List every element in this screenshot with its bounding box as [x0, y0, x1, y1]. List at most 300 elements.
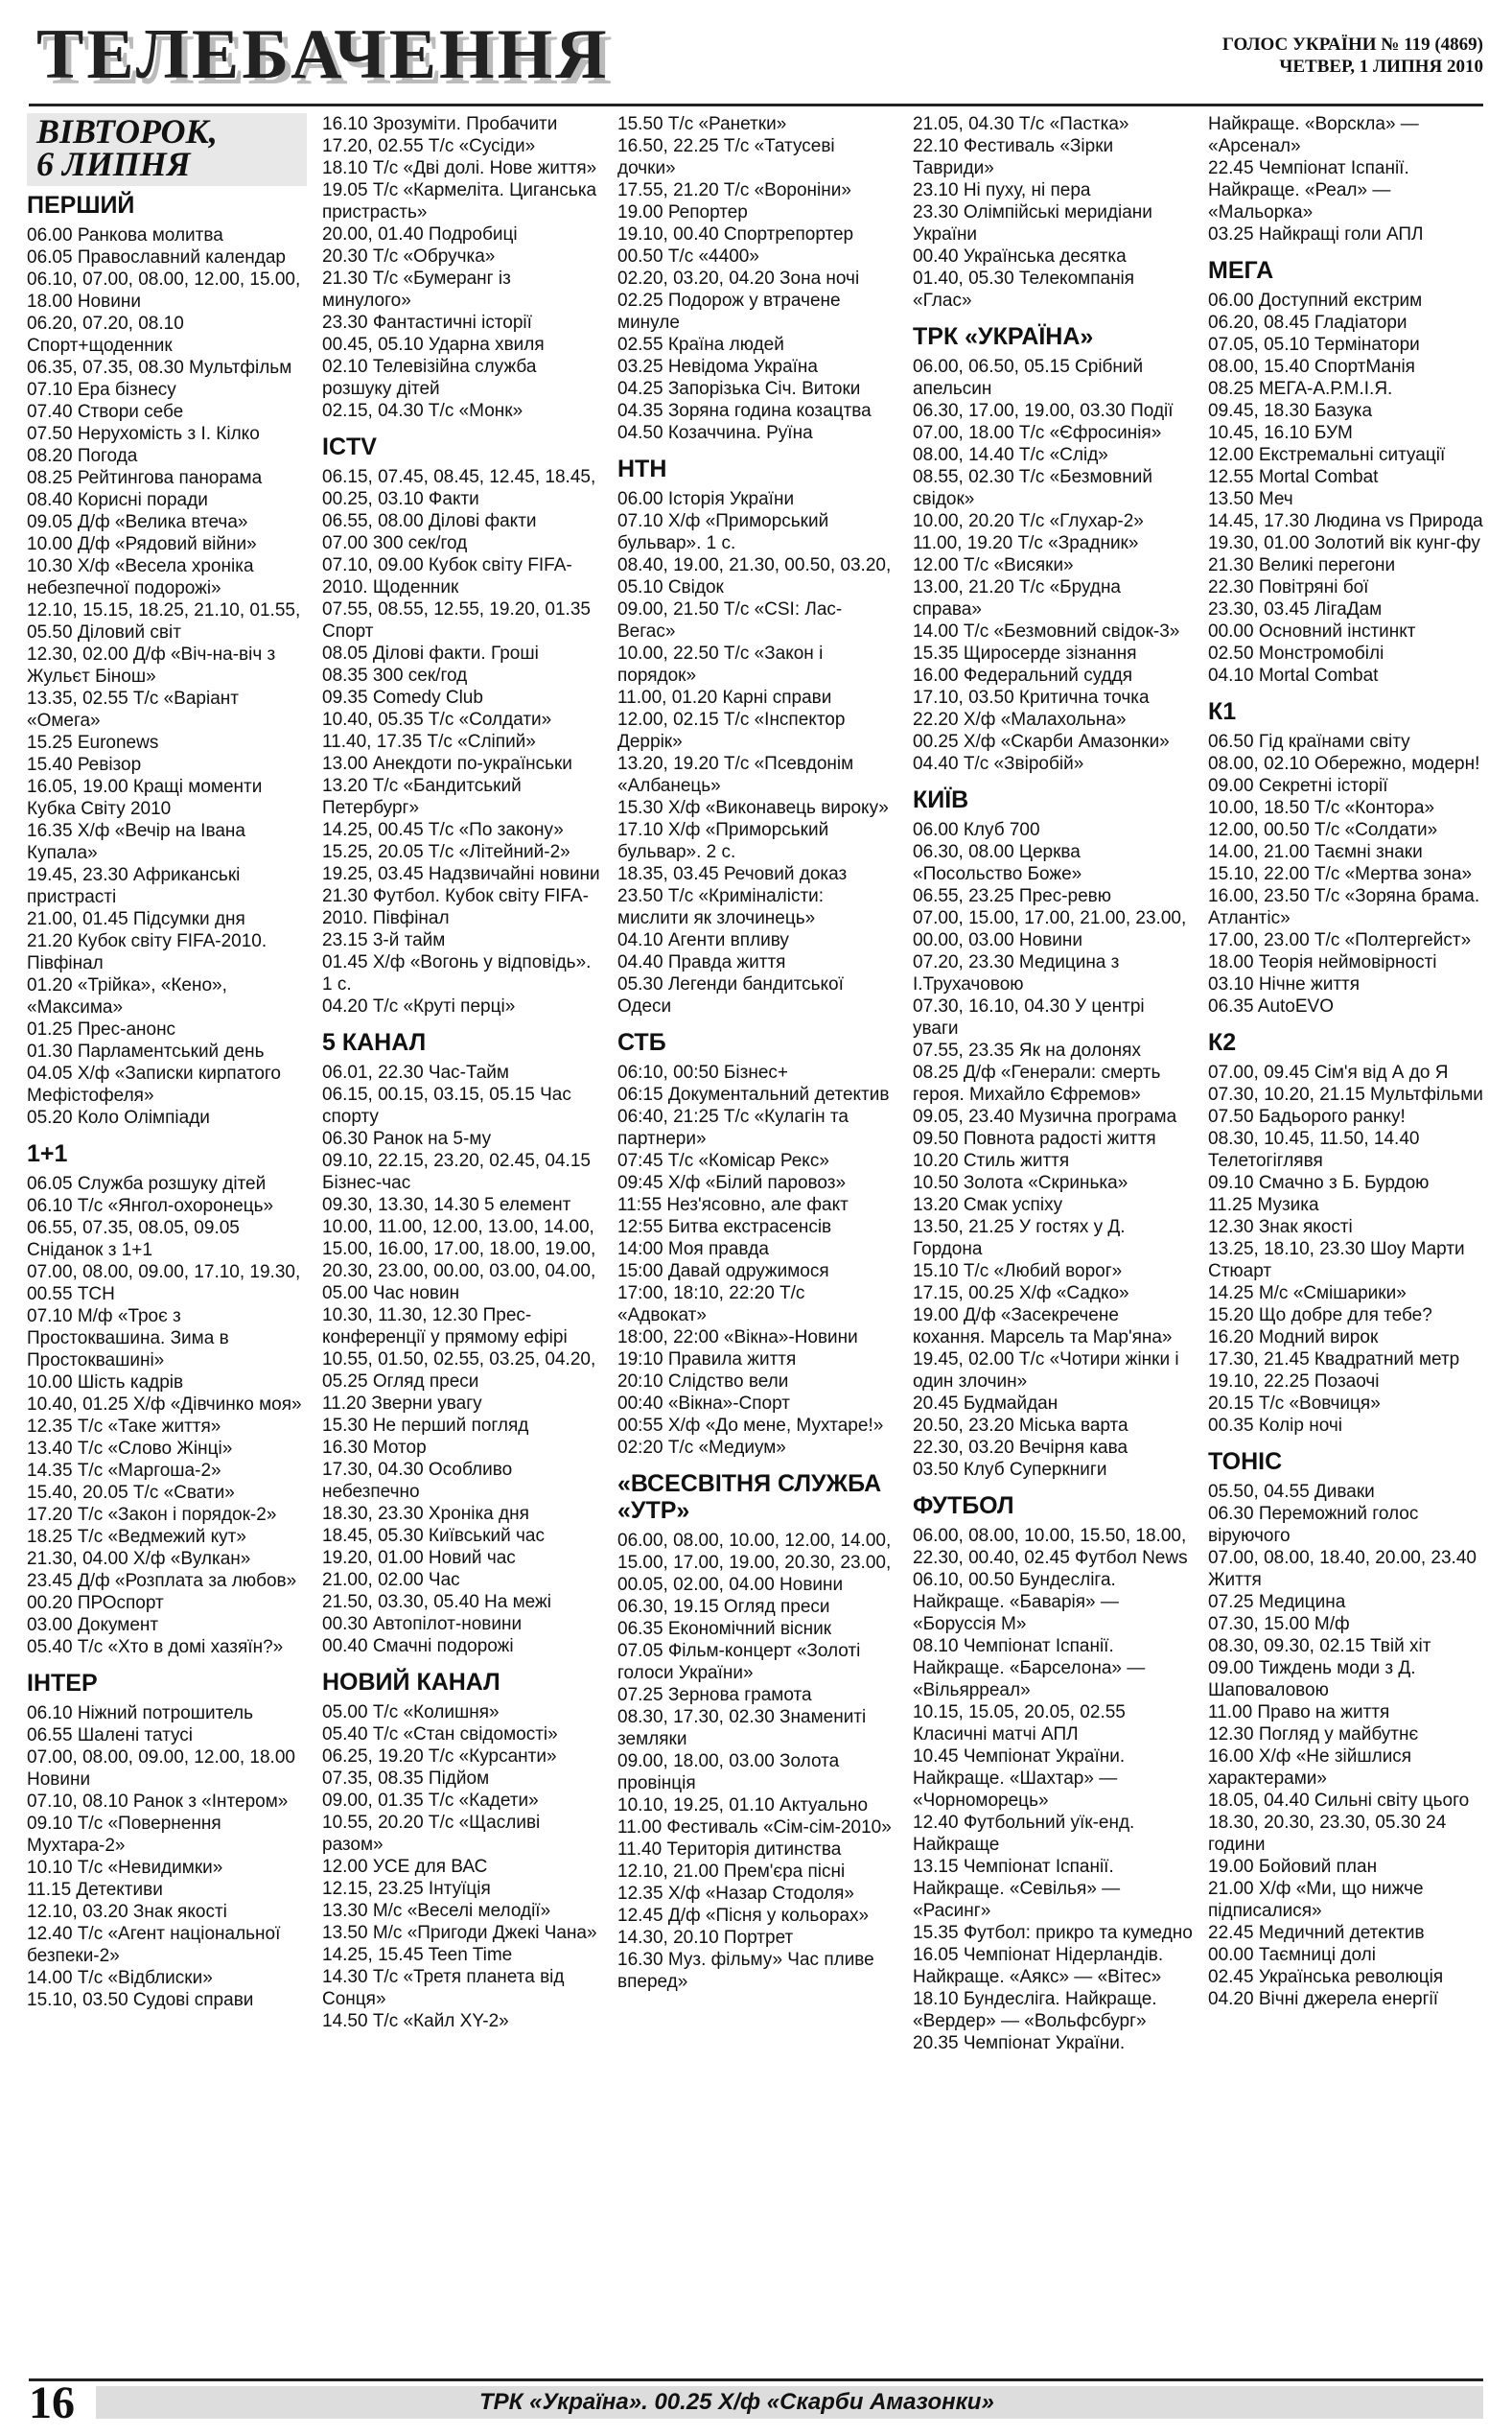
- program-line: 07.50 Нерухомість з І. Кілко: [27, 424, 260, 444]
- program-line: 08.05 Ділові факти. Гроші: [322, 644, 539, 664]
- day-heading: [27, 113, 307, 186]
- program-line: 14.00 Т/с «Відблиски»: [27, 1968, 213, 1988]
- program-line: 20:10 Слідство вели: [617, 1371, 789, 1392]
- program-line: 06.25, 19.20 Т/с «Курсанти»: [322, 1746, 557, 1767]
- program-line: 08.35 300 сек/год: [322, 666, 468, 686]
- program-line: 17.15, 00.25 Х/ф «Садко»: [913, 1283, 1129, 1303]
- program-line: 01.30 Парламентський день: [27, 1042, 265, 1062]
- program-line: 12.55 Mortal Combat: [1208, 467, 1379, 487]
- program-line: 15.35 Щиросерде зізнання: [913, 644, 1137, 664]
- program-line: 16.20 Модний вирок: [1208, 1327, 1379, 1347]
- program-line: 08.55, 02.30 Т/с «Безмовний свідок»: [913, 467, 1152, 509]
- program-line: 13.50, 21.25 У гостях у Д. Гордона: [913, 1217, 1126, 1259]
- program-line: 01.20 «Трійка», «Кено», «Максима»: [27, 975, 227, 1018]
- program-line: 09.35 Comedy Club: [322, 688, 483, 708]
- program-line: 08.10 Чемпіонат Іспанії. Найкраще. «Барселона» — «Вільярреал»: [913, 1636, 1146, 1700]
- program-line: 07.30, 15.00 М/ф: [1208, 1614, 1350, 1634]
- program-line: 02.10 Телевізійна служба розшуку дітей: [322, 357, 537, 399]
- program-line: 06.01, 22.30 Час-Тайм: [322, 1063, 509, 1083]
- program-line: 18.35, 03.45 Речовий доказ: [617, 864, 848, 884]
- program-line: 06.00 Клуб 700: [913, 820, 1040, 840]
- program-line: 14.00, 21.00 Таємні знаки: [1208, 842, 1423, 862]
- program-line: 07.10 М/ф «Троє з Простоквашина. Зима в Простоквашині»: [27, 1306, 229, 1370]
- program-line: 04.10 Агенти впливу: [617, 930, 789, 950]
- program-line: 10.40, 05.35 Т/с «Солдати»: [322, 710, 552, 730]
- program-line: 07.30, 16.10, 04.30 У центрі уваги: [913, 996, 1145, 1039]
- program-line: 04.20 Т/с «Круті перці»: [322, 996, 516, 1017]
- program-line: 12.00, 02.15 Т/с «Інспектор Деррік»: [617, 710, 846, 752]
- program-line: 14.50 Т/с «Кайл ХY-2»: [322, 2011, 509, 2031]
- program-line: 22.30 Повітряні бої: [1208, 577, 1369, 597]
- program-line: 04.50 Козаччина. Руїна: [617, 423, 813, 443]
- program-line: 05.40 Т/с «Хто в домі хазяїн?»: [27, 1637, 284, 1657]
- program-line: 12.00 Т/с «Висяки»: [913, 555, 1074, 575]
- program-line: 16.30 Муз. фільму» Час пливе вперед»: [617, 1950, 874, 1992]
- program-line: 07.10, 09.00 Кубок світу FIFA-2010. Щоденник: [322, 555, 572, 597]
- channel-heading: ІНТЕР: [27, 1670, 98, 1697]
- program-line: 18:00, 22:00 «Вікна»-Новини: [617, 1327, 858, 1347]
- program-line: 06.20, 07.20, 08.10 Спорт+щоденник: [27, 314, 184, 356]
- program-line: 06.35 Економічний вісник: [617, 1619, 832, 1639]
- program-line: 05.50, 04.55 Диваки: [1208, 1482, 1375, 1502]
- program-line: 00:55 Х/ф «До мене, Мухтаре!»: [617, 1416, 884, 1436]
- program-line: 13.20, 19.20 Т/с «Псевдонім «Албанець»: [617, 754, 854, 796]
- program-line: 08.25 Д/ф «Генерали: смерть героя. Михайло Єфремов»: [913, 1063, 1161, 1105]
- program-line: 10.10, 19.25, 01.10 Актуально: [617, 1795, 869, 1815]
- program-line: 17.10, 03.50 Критична точка: [913, 688, 1150, 708]
- program-line: 10.00, 20.20 Т/с «Глухар-2»: [913, 511, 1144, 531]
- program-line: 17.20 Т/с «Закон і порядок-2»: [27, 1505, 277, 1525]
- program-line: 07.00, 18.00 Т/с «Єфросинія»: [913, 423, 1162, 443]
- program-line: 07.40 Створи себе: [27, 402, 184, 422]
- program-line: 05.00 Т/с «Колишня»: [322, 1702, 500, 1722]
- program-line: 20.45 Будмайдан: [913, 1394, 1058, 1414]
- program-line: 21.30 Т/с «Бумеранг із минулого»: [322, 269, 511, 311]
- program-line: 13.50 Меч: [1208, 489, 1293, 509]
- program-line: 11:55 Нез'ясовно, але факт: [617, 1195, 849, 1215]
- program-line: 07.30, 10.20, 21.15 Мультфільми: [1208, 1085, 1483, 1105]
- program-line: 14.25, 00.45 Т/с «По закону»: [322, 820, 564, 840]
- channel-heading: 1+1: [27, 1140, 68, 1167]
- program-line: 17.10 Х/ф «Приморський бульвар». 2 с.: [617, 820, 829, 862]
- column-4: [913, 113, 1193, 2357]
- footer-rule: [29, 2378, 1483, 2381]
- program-line: 06.10, 00.50 Бундесліга. Найкраще. «Баварія» — «Боруссія М»: [913, 1570, 1119, 1634]
- program-line: 16.30 Мотор: [322, 1438, 427, 1458]
- channel-heading: МЕГА: [1208, 257, 1274, 284]
- program-line: 19.00 Д/ф «Засекречене кохання. Марсель та Мар'яна»: [913, 1305, 1173, 1347]
- program-line: 00.30 Автопілот-новини: [322, 1614, 523, 1634]
- program-line: 10.45 Чемпіонат України. Найкраще. «Шахтар» — «Чорноморець»: [913, 1746, 1126, 1811]
- program-line: 23.10 Ні пуху, ні пера: [913, 180, 1091, 200]
- program-line: 21.00, 01.45 Підсумки дня: [27, 909, 245, 929]
- day-name: ВІВТОРОК,: [36, 113, 218, 151]
- program-line: 00.00 Основний інстинкт: [1208, 621, 1416, 642]
- program-line: 02.55 Країна людей: [617, 335, 784, 355]
- program-line: 18.00 Теорія неймовірності: [1208, 952, 1437, 972]
- program-line: 12.10, 21.00 Прем'єра пісні: [617, 1862, 846, 1882]
- channel-heading: 5 КАНАЛ: [322, 1029, 427, 1056]
- program-line: 14.00 Т/с «Безмовний свідок-3»: [913, 621, 1180, 642]
- program-line: 06.35 AutoEVO: [1208, 996, 1334, 1017]
- program-line: 21.30 Футбол. Кубок світу FIFA-2010. Півфінал: [322, 886, 589, 928]
- program-line: 13.00, 21.20 Т/с «Брудна справа»: [913, 577, 1121, 620]
- program-line: 06.05 Православний календар: [27, 247, 286, 268]
- program-line: 06.30, 17.00, 19.00, 03.30 Події: [913, 401, 1174, 421]
- header-rule: [29, 104, 1483, 106]
- program-line: 06:10, 00:50 Бізнес+: [617, 1063, 788, 1083]
- program-line: 16.50, 22.25 Т/с «Татусеві дочки»: [617, 136, 835, 178]
- program-line: 00.50 Т/с «4400»: [617, 246, 759, 267]
- program-line: 16.10 Зрозуміти. Пробачити: [322, 114, 558, 134]
- program-line: 12.45 Д/ф «Пісня у кольорах»: [617, 1906, 870, 1926]
- program-line: 14.30, 20.10 Портрет: [617, 1928, 794, 1948]
- channel-heading: ПЕРШИЙ: [27, 192, 135, 219]
- program-line: 08.30, 10.45, 11.50, 14.40 Телетогіглявя: [1208, 1129, 1420, 1171]
- program-line: 00.40 Смачні подорожі: [322, 1636, 514, 1656]
- program-line: 12.00 Екстремальні ситуації: [1208, 445, 1446, 465]
- channel-heading: ТРК «УКРАЇНА»: [913, 323, 1094, 350]
- program-line: 12.40 Т/с «Агент національної безпеки-2»: [27, 1924, 281, 1966]
- program-line: 12.35 Т/с «Таке життя»: [27, 1417, 221, 1437]
- program-line: 15.35 Футбол: прикро та кумедно: [913, 1923, 1193, 1943]
- program-line: 20.50, 23.20 Міська варта: [913, 1416, 1128, 1436]
- program-line: 09.10 Т/с «Повернення Мухтара-2»: [27, 1814, 221, 1856]
- program-line: 03.00 Документ: [27, 1615, 159, 1635]
- program-line: 15:00 Давай одружимося: [617, 1261, 829, 1281]
- program-line: 06.10 Т/с «Янгол-охоронець»: [27, 1196, 274, 1216]
- program-line: 06.00, 08.00, 10.00, 15.50, 18.00, 22.30, 00.40, 02.45 Футбол News: [913, 1526, 1188, 1568]
- program-line: 15.30 Не перший погляд: [322, 1416, 529, 1436]
- program-line: 07.00, 08.00, 09.00, 17.10, 19.30, 00.55 ТСН: [27, 1262, 301, 1304]
- program-line: 18.25 Т/с «Ведмежий кут»: [27, 1527, 246, 1547]
- program-line: 17.00, 23.00 Т/с «Полтергейст»: [1208, 930, 1472, 950]
- program-line: 02.15, 04.30 Т/с «Монк»: [322, 401, 523, 421]
- program-line: 21.50, 03.30, 05.40 На межі: [322, 1592, 551, 1612]
- program-line: 13.20 Смак успіху: [913, 1195, 1063, 1215]
- program-line: 17:00, 18:10, 22:20 Т/с «Адвокат»: [617, 1283, 805, 1325]
- program-line: 12.30 Погляд у майбутнє: [1208, 1724, 1419, 1745]
- program-line: 18.05, 04.40 Сильні світу цього: [1208, 1791, 1470, 1811]
- program-line: 20.00, 01.40 Подробиці: [322, 224, 518, 245]
- program-line: 07.25 Зернова грамота: [617, 1685, 812, 1705]
- program-line: 16.05 Чемпіонат Нідерландів. Найкраще. «Аякс» — «Вітес»: [913, 1945, 1164, 1987]
- column-5: [1208, 113, 1488, 2357]
- program-line: 23.30 Олімпійські меридіани України: [913, 202, 1152, 245]
- program-line: 21.30 Великі перегони: [1208, 555, 1396, 575]
- program-line: 04.05 Х/ф «Записки кирпатого Мефістофеля»: [27, 1064, 281, 1106]
- program-line: 23.30, 03.45 ЛігаДам: [1208, 599, 1383, 620]
- program-line: 09.10, 22.15, 23.20, 02.45, 04.15 Бізнес-час: [322, 1151, 591, 1193]
- issue-date: ЧЕТВЕР, 1 ЛИПНЯ 2010: [1279, 56, 1483, 77]
- program-line: 19.10, 22.25 Позаочі: [1208, 1371, 1380, 1392]
- program-line: 10.40, 01.25 Х/ф «Дівчинко моя»: [27, 1394, 302, 1415]
- program-line: 10.15, 15.05, 20.05, 02.55 Класичні матчі АПЛ: [913, 1702, 1126, 1745]
- program-line: 09.00 Секретні історії: [1208, 776, 1388, 796]
- program-line: 10.00 Д/ф «Рядовий війни»: [27, 534, 257, 554]
- program-line: 10.20 Стиль життя: [913, 1151, 1070, 1171]
- column-2: [322, 113, 602, 2357]
- program-line: 07.00, 08.00, 09.00, 12.00, 18.00 Новини: [27, 1747, 295, 1790]
- program-line: 06.00 Доступний екстрим: [1208, 291, 1423, 311]
- program-line: 22.20 Х/ф «Малахольна»: [913, 710, 1127, 730]
- program-line: 10.00, 22.50 Т/с «Закон і порядок»: [617, 644, 824, 686]
- program-line: 19.45, 02.00 Т/с «Чотири жінки і один злочин»: [913, 1349, 1179, 1392]
- program-line: 16.35 Х/ф «Вечір на Івана Купала»: [27, 821, 245, 863]
- program-line: 19.10, 00.40 Спортрепортер: [617, 224, 854, 245]
- program-line: 07.25 Медицина: [1208, 1592, 1346, 1612]
- program-line: 07.00, 09.45 Сім'я від А до Я: [1208, 1063, 1449, 1083]
- day-date: 6 ЛИПНЯ: [36, 145, 191, 183]
- program-line: 06.10, 07.00, 08.00, 12.00, 15.00, 18.00 Новини: [27, 269, 301, 312]
- program-line: 12.40 Футбольний уїк-енд. Найкраще: [913, 1813, 1135, 1855]
- program-line: 07.10 Ера бізнесу: [27, 380, 176, 400]
- program-line: 20.35 Чемпіонат України.: [913, 2033, 1126, 2053]
- program-line: 03.50 Клуб Суперкниги: [913, 1460, 1107, 1480]
- program-line: 12.15, 23.25 Інтуїція: [322, 1879, 491, 1899]
- program-line: 18.10 Т/с «Дві долі. Нове життя»: [322, 158, 597, 178]
- program-line: 13.50 М/с «Пригоди Джекі Чана»: [322, 1923, 597, 1943]
- channel-heading: КИЇВ: [913, 786, 969, 813]
- program-line: 04.20 Вічні джерела енергії: [1208, 1989, 1439, 2009]
- program-line: 18.45, 05.30 Київський час: [322, 1526, 545, 1546]
- program-line: Найкраще. «Ворскла» — «Арсенал»: [1208, 114, 1419, 156]
- program-line: 07.55, 23.35 Як на долонях: [913, 1041, 1141, 1061]
- program-line: 11.25 Музика: [1208, 1195, 1319, 1215]
- program-line: 07.05, 05.10 Термінатори: [1208, 335, 1420, 355]
- program-line: 03.25 Найкращі голи АПЛ: [1208, 224, 1424, 245]
- program-line: 09.50 Повнота радості життя: [913, 1129, 1156, 1149]
- program-line: 19.45, 23.30 Африканські пристрасті: [27, 865, 241, 907]
- program-line: 15.25 Euronews: [27, 733, 159, 753]
- program-line: 06.00, 08.00, 10.00, 12.00, 14.00, 15.00, 17.00, 19.00, 20.30, 23.00, 00.05, 02.00, 04.00 Новини: [617, 1531, 892, 1595]
- program-line: 17.55, 21.20 Т/с «Вороніни»: [617, 180, 851, 200]
- program-line: 06.50 Гід країнами світу: [1208, 732, 1410, 752]
- program-line: 09.05 Д/ф «Велика втеча»: [27, 512, 248, 532]
- program-line: 19.00 Бойовий план: [1208, 1857, 1378, 1877]
- program-line: 06.15, 00.15, 03.15, 05.15 Час спорту: [322, 1085, 571, 1127]
- channel-heading: ICTV: [322, 433, 377, 460]
- program-line: 15.10, 03.50 Судові справи: [27, 1990, 254, 2010]
- program-line: 23.30 Фантастичні історії: [322, 313, 532, 333]
- program-line: 22.45 Медичний детектив: [1208, 1923, 1425, 1943]
- channel-heading: СТБ: [617, 1029, 666, 1056]
- program-line: 21.00 Х/ф «Ми, що нижче підписалися»: [1208, 1879, 1424, 1921]
- program-line: 12.00 УСЕ для ВАС: [322, 1857, 488, 1877]
- program-line: 09.10 Смачно з Б. Бурдою: [1208, 1173, 1430, 1193]
- program-line: 13.25, 18.10, 23.30 Шоу Марти Стюарт: [1208, 1239, 1465, 1281]
- program-line: 00.40 Українська десятка: [913, 246, 1127, 267]
- program-line: 21.30, 04.00 Х/ф «Вулкан»: [27, 1549, 251, 1569]
- program-line: 02.50 Монстромобілі: [1208, 644, 1384, 664]
- program-line: 04.10 Mortal Combat: [1208, 666, 1379, 686]
- program-line: 10.00 Шість кадрів: [27, 1372, 184, 1393]
- program-line: 01.25 Прес-анонс: [27, 1019, 176, 1040]
- program-line: 00.35 Колір ночі: [1208, 1416, 1342, 1436]
- channel-heading: ФУТБОЛ: [913, 1492, 1014, 1519]
- program-line: 07.05 Фільм-концерт «Золоті голоси України»: [617, 1641, 861, 1683]
- program-line: 09.00, 21.50 Т/с «CSI: Лас-Вегас»: [617, 599, 843, 642]
- program-line: 14.35 Т/с «Маргоша-2»: [27, 1461, 221, 1481]
- program-line: 02:20 Т/с «Медиум»: [617, 1438, 786, 1458]
- program-line: 05.30 Легенди бандитської Одеси: [617, 974, 844, 1017]
- program-line: 10.55, 01.50, 02.55, 03.25, 04.20, 05.25 Огляд преси: [322, 1349, 596, 1392]
- program-line: 17.30, 04.30 Особливо небезпечно: [322, 1460, 513, 1502]
- program-line: 08.00, 15.40 СпортМанія: [1208, 357, 1415, 377]
- program-line: 12:55 Битва екстрасенсів: [617, 1217, 832, 1237]
- program-line: 08.30, 09.30, 02.15 Твій хіт: [1208, 1636, 1431, 1656]
- program-line: 06.55 Шалені татусі: [27, 1725, 194, 1745]
- program-line: 07.10 Х/ф «Приморський бульвар». 1 с.: [617, 511, 829, 553]
- program-line: 16.00 Федеральний суддя: [913, 666, 1133, 686]
- program-line: 15.40 Ревізор: [27, 755, 142, 775]
- program-line: 06.00 Історія України: [617, 489, 795, 509]
- program-line: 06.55, 07.35, 08.05, 09.05 Сніданок з 1+1: [27, 1218, 240, 1260]
- paper-issue: ГОЛОС УКРАЇНИ № 119 (4869): [1221, 35, 1483, 55]
- program-line: 21.05, 04.30 Т/с «Пастка»: [913, 114, 1129, 134]
- program-line: 01.40, 05.30 Телекомпанія «Глас»: [913, 269, 1135, 311]
- program-line: 20.15 Т/с «Вовчиця»: [1208, 1394, 1381, 1414]
- program-line: 09.00, 01.35 Т/с «Кадети»: [322, 1791, 539, 1811]
- program-line: 09.00, 18.00, 03.00 Золота провінція: [617, 1751, 840, 1793]
- program-line: 06.15, 07.45, 08.45, 12.45, 18.45, 00.25, 03.10 Факти: [322, 467, 596, 509]
- program-line: 10.00, 18.50 Т/с «Контора»: [1208, 798, 1435, 818]
- program-line: 13.30 М/с «Веселі мелодії»: [322, 1901, 551, 1921]
- channel-heading: ТОНІС: [1208, 1448, 1283, 1475]
- program-line: 00.25 Х/ф «Скарби Амазонки»: [913, 732, 1170, 752]
- program-line: 02.25 Подорож у втрачене минуле: [617, 291, 841, 333]
- program-line: 09.45, 18.30 Базука: [1208, 401, 1373, 421]
- program-line: 08.40 Корисні поради: [27, 490, 208, 510]
- program-line: 11.00 Фестиваль «Сім-сім-2010»: [617, 1817, 892, 1838]
- program-line: 06.30 Переможний голос віруючого: [1208, 1504, 1419, 1546]
- program-line: 08.00, 02.10 Обережно, модерн!: [1208, 754, 1480, 774]
- program-line: 08.30, 17.30, 02.30 Знамениті земляки: [617, 1707, 867, 1749]
- program-line: 19.25, 03.45 Надзвичайні новини: [322, 864, 600, 884]
- program-line: 12.30 Знак якості: [1208, 1217, 1353, 1237]
- program-line: 10.55, 20.20 Т/с «Щасливі разом»: [322, 1813, 541, 1855]
- program-line: 15.25, 20.05 Т/с «Літейний-2»: [322, 842, 570, 862]
- program-line: 04.35 Зоряна година козацтва: [617, 401, 872, 421]
- program-line: 21.00, 02.00 Час: [322, 1570, 460, 1590]
- program-line: 13.20 Т/с «Бандитський Петербург»: [322, 776, 522, 818]
- program-line: 16.00, 23.50 Т/с «Зоряна брама. Атлантіс»: [1208, 886, 1480, 928]
- listing-columns: [27, 113, 1484, 2357]
- program-line: 06.00, 06.50, 05.15 Срібний апельсин: [913, 357, 1144, 399]
- program-line: 15.50 Т/с «Ранетки»: [617, 114, 787, 134]
- program-line: 13.00 Анекдоти по-українськи: [322, 754, 572, 774]
- program-line: 05.40 Т/с «Стан свідомості»: [322, 1724, 558, 1745]
- program-line: 05.20 Коло Олімпіади: [27, 1108, 210, 1128]
- program-line: 08.25 Рейтингова панорама: [27, 468, 263, 488]
- channel-heading: НТН: [617, 456, 667, 482]
- program-line: 16.05, 19.00 Кращі моменти Кубка Світу 2010: [27, 777, 263, 819]
- program-line: 15.10 Т/с «Любий ворог»: [913, 1261, 1123, 1281]
- program-line: 17.30, 21.45 Квадратний метр: [1208, 1349, 1460, 1370]
- program-line: 06:40, 21:25 Т/с «Кулагін та партнери»: [617, 1107, 849, 1149]
- program-line: 15.10, 22.00 Т/с «Мертва зона»: [1208, 864, 1473, 884]
- program-line: 10.50 Золота «Скринька»: [913, 1173, 1128, 1193]
- program-line: 00:40 «Вікна»-Спорт: [617, 1394, 790, 1414]
- footer-promo: ТРК «Україна». 00.25 Х/ф «Скарби Амазонки»: [479, 2389, 994, 2415]
- program-line: 18.10 Бундесліга. Найкраще. «Вердер» — «Вольфсбург»: [913, 1989, 1157, 2031]
- program-line: 07:45 Т/с «Комісар Рекс»: [617, 1151, 829, 1171]
- program-line: 13.40 Т/с «Слово Жінці»: [27, 1439, 233, 1459]
- program-line: 14.45, 17.30 Людина vs Природа: [1208, 511, 1483, 531]
- masthead: [1222, 35, 1483, 79]
- program-line: 17.20, 02.55 Т/с «Сусіди»: [322, 136, 536, 156]
- program-line: 08.00, 14.40 Т/с «Слід»: [913, 445, 1108, 465]
- page-number: 16: [29, 2377, 75, 2428]
- program-line: 21.20 Кубок світу FIFA-2010. Півфінал: [27, 931, 268, 973]
- program-line: 10.30, 11.30, 12.30 Прес-конференції у прямому ефірі: [322, 1305, 568, 1347]
- program-line: 15.20 Що добре для тебе?: [1208, 1305, 1432, 1325]
- program-line: 10.10 Т/с «Невидимки»: [27, 1858, 223, 1878]
- program-line: 14:00 Моя правда: [617, 1239, 769, 1259]
- program-line: 19.05 Т/с «Кармеліта. Циганська пристрасть»: [322, 180, 597, 223]
- channel-heading: К1: [1208, 698, 1237, 725]
- program-line: 23.50 Т/с «Криміналісти: мислити як злочинець»: [617, 886, 825, 928]
- program-line: 06.55, 23.25 Прес-ревю: [913, 886, 1112, 906]
- program-line: 06.35, 07.35, 08.30 Мультфільм: [27, 358, 292, 378]
- program-line: 04.40 Правда життя: [617, 952, 786, 972]
- program-line: 09.00 Тиждень моди з Д. Шаповаловою: [1208, 1658, 1416, 1700]
- program-line: 06.05 Служба розшуку дітей: [27, 1174, 267, 1194]
- program-line: 00.45, 05.10 Ударна хвиля: [322, 335, 545, 355]
- program-line: 19:10 Правила життя: [617, 1349, 797, 1370]
- program-line: 07.20, 23.30 Медицина з І.Трухачовою: [913, 952, 1120, 995]
- channel-heading: «ВСЕСВІТНЯ СЛУЖБА «УТР»: [617, 1470, 882, 1524]
- program-line: 10.30 Х/ф «Весела хроніка небезпечної подорожі»: [27, 556, 254, 598]
- program-line: 06.30, 08.00 Церква «Посольство Боже»: [913, 842, 1082, 884]
- program-line: 11.00, 19.20 Т/с «Зрадник»: [913, 533, 1139, 553]
- program-line: 06.55, 08.00 Ділові факти: [322, 511, 537, 531]
- program-line: 11.40 Територія дитинства: [617, 1839, 842, 1860]
- program-line: 09.05, 23.40 Музична програма: [913, 1107, 1177, 1127]
- program-line: 07.00, 15.00, 17.00, 21.00, 23.00, 00.00, 03.00 Новини: [913, 908, 1187, 950]
- program-line: 04.40 Т/с «Звіробій»: [913, 754, 1084, 774]
- program-line: 07.10, 08.10 Ранок з «Інтером»: [27, 1792, 289, 1812]
- program-line: 11.15 Детективи: [27, 1880, 163, 1900]
- program-line: 09:45 Х/ф «Білий паровоз»: [617, 1173, 847, 1193]
- program-line: 11.00, 01.20 Карні справи: [617, 688, 832, 708]
- program-line: 06.30 Ранок на 5-му: [322, 1129, 492, 1149]
- program-line: 07.55, 08.55, 12.55, 19.20, 01.35 Спорт: [322, 599, 591, 642]
- program-line: 07.00, 08.00, 18.40, 20.00, 23.40 Життя: [1208, 1548, 1477, 1590]
- program-line: 06:15 Документальний детектив: [617, 1085, 890, 1105]
- program-line: 13.35, 02.55 Т/с «Варіант «Омега»: [27, 689, 239, 731]
- program-line: 10.00, 11.00, 12.00, 13.00, 14.00, 15.00, 16.00, 17.00, 18.00, 19.00, 20.30, 23.00, 00.00, 03.00, 04.00, 05.00 Час новин: [322, 1217, 596, 1303]
- program-line: 18.30, 20.30, 23.30, 05.30 24 години: [1208, 1813, 1447, 1855]
- program-line: 15.40, 20.05 Т/с «Свати»: [27, 1483, 235, 1503]
- program-line: 02.20, 03.20, 04.20 Зона ночі: [617, 269, 860, 289]
- program-line: 00.20 ПРОспорт: [27, 1593, 164, 1613]
- program-line: 08.25 МЕГА-А.Р.М.І.Я.: [1208, 379, 1393, 399]
- column-1: [27, 113, 307, 2357]
- program-line: 22.45 Чемпіонат Іспанії. Найкраще. «Реал» — «Мальорка»: [1208, 158, 1409, 223]
- program-line: 00.00 Таємниці долі: [1208, 1945, 1376, 1965]
- program-line: 14.30 Т/с «Третя планета від Сонця»: [322, 1967, 565, 2009]
- program-line: 03.25 Невідома Україна: [617, 357, 818, 377]
- program-line: 10.45, 16.10 БУМ: [1208, 423, 1353, 443]
- program-line: 14.25, 15.45 Teen Time: [322, 1945, 513, 1965]
- program-line: 08.40, 19.00, 21.30, 00.50, 03.20, 05.10 Свідок: [617, 555, 892, 597]
- program-line: 19.30, 01.00 Золотий вік кунг-фу: [1208, 533, 1480, 553]
- section-title: ТЕЛЕБАЧЕННЯ: [36, 15, 610, 94]
- program-line: 12.30, 02.00 Д/ф «Віч-на-віч з Жульєт Бінош»: [27, 644, 276, 687]
- program-line: 03.10 Нічне життя: [1208, 974, 1361, 995]
- program-line: 20.30 Т/с «Обручка»: [322, 246, 496, 267]
